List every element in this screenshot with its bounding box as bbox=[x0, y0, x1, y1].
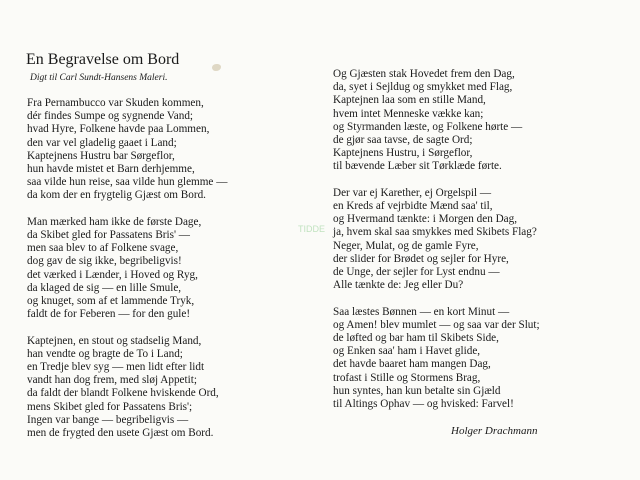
poem-line: Der var ej Karether, ej Orgelspil — bbox=[333, 186, 492, 199]
poem-line: da kom der en frygtelig Gjæst om Bord. bbox=[27, 189, 206, 202]
poem-line: ja, hvem skal saa smykkes med Skibets Flag? bbox=[333, 226, 537, 239]
watermark: TIDDE bbox=[298, 224, 325, 234]
poem-line: vandt han dog frem, med sløj Appetit; bbox=[27, 374, 197, 387]
poem-line: en Kreds af vejrbidte Mænd saa' til, bbox=[333, 200, 493, 213]
poem-line: hvem intet Menneske vække kan; bbox=[333, 107, 484, 120]
poem-line: Kaptejnens Hustru, i Sørgeflor, bbox=[333, 147, 473, 160]
poem-line: det havde baaret ham mangen Dag, bbox=[333, 358, 491, 371]
stanza bbox=[333, 68, 633, 174]
poem-line: da Skibet gled for Passatens Bris' — bbox=[27, 229, 190, 242]
poem-line: Og Gjæsten stak Hovedet frem den Dag, bbox=[333, 68, 515, 80]
poem-line: Fra Pernambucco var Skuden kommen, bbox=[27, 97, 204, 109]
poem-line: den var vel gladelig gaaet i Land; bbox=[27, 136, 177, 149]
poem-line: Man mærked ham ikke de første Dage, bbox=[27, 215, 202, 228]
poem-line: Kaptejnen laa som en stille Mand, bbox=[333, 94, 486, 107]
poem-line: dog gav de sig ikke, begribeligvis! bbox=[27, 255, 182, 268]
poem-line: der slider for Brødet og sejler for Hyre, bbox=[333, 252, 509, 265]
poem-line: han vendte og bragte de To i Land; bbox=[27, 347, 183, 360]
poem-line: de Unge, der sejler for Lyst endnu — bbox=[333, 266, 500, 279]
poem-line: Saa læstes Bønnen — en kort Minut — bbox=[333, 305, 510, 318]
poem-line: det værked i Lænder, i Hoved og Ryg, bbox=[27, 268, 198, 281]
stanza bbox=[333, 187, 633, 293]
poem-line: trofast i Stille og Stormens Brag, bbox=[333, 371, 481, 384]
poem-line: da, syet i Sejldug og smykket med Flag, bbox=[333, 81, 513, 94]
poem-line: mens Skibet gled for Passatens Bris'; bbox=[27, 400, 193, 413]
left-column bbox=[27, 97, 317, 453]
poem-line: Ingen var bange — begribeligvis — bbox=[27, 413, 189, 426]
poem-line: Kaptejnens Hustru bar Sørgeflor, bbox=[27, 149, 175, 162]
poem-line: til Altings Ophav — og hvisked: Farvel! bbox=[333, 398, 514, 411]
poem-line: de løfted og bar ham til Skibets Side, bbox=[333, 332, 499, 345]
poem-line: og knuget, som af et lammende Tryk, bbox=[27, 295, 195, 308]
poem-line: hun havde mistet et Barn derhjemme, bbox=[27, 163, 195, 176]
poem-title: En Begravelse om Bord bbox=[26, 51, 180, 68]
poem-line: og Hvermand tænkte: i Morgen den Dag, bbox=[333, 213, 518, 226]
poem-subtitle: Digt til Carl Sundt-Hansens Maleri. bbox=[30, 73, 168, 83]
author-signature: Holger Drachmann bbox=[451, 425, 538, 437]
stanza bbox=[27, 335, 317, 441]
poem-line: dér findes Sumpe og sygnende Vand; bbox=[27, 110, 194, 123]
poem-line: men saa blev to af Folkene svage, bbox=[27, 242, 179, 255]
stanza bbox=[27, 97, 317, 203]
poem-line: Neger, Mulat, og de gamle Fyre, bbox=[333, 239, 479, 252]
stanza bbox=[27, 216, 317, 322]
poem-line: men de frygted den usete Gjæst om Bord. bbox=[27, 427, 214, 440]
poem-line: de gjør saa tavse, de sagte Ord; bbox=[333, 134, 473, 147]
poem-line: og Enken saa' ham i Havet glide, bbox=[333, 345, 481, 358]
poem-line: en Tredje blev syg — men lidt efter lidt bbox=[27, 361, 205, 374]
poem-line: faldt de for Feberen — for den gule! bbox=[27, 308, 191, 321]
poem-line: saa vilde hun reise, saa vilde hun glemme — bbox=[27, 176, 228, 189]
right-column bbox=[333, 68, 633, 424]
poem-line: og Amen! blev mumlet — og saa var der Slut; bbox=[333, 318, 540, 331]
poem-line: hvad Hyre, Folkene havde paa Lommen, bbox=[27, 123, 210, 136]
poem-line: og Styrmanden læste, og Folkene hørte — bbox=[333, 120, 523, 133]
poem-line: hun syntes, han kun betalte sin Gjæld bbox=[333, 384, 501, 397]
paper-stain bbox=[212, 64, 221, 71]
stanza bbox=[333, 306, 633, 412]
poem-line: Kaptejnen, en stout og stadselig Mand, bbox=[27, 334, 202, 347]
poem-line: da klaged de sig — en lille Smule, bbox=[27, 281, 182, 294]
poem-line: til bævende Læber sit Tørklæde førte. bbox=[333, 160, 502, 173]
poem-line: da faldt der blandt Folkene hviskende Ord, bbox=[27, 387, 219, 400]
poem-line: Alle tænkte de: Jeg eller Du? bbox=[333, 279, 464, 292]
